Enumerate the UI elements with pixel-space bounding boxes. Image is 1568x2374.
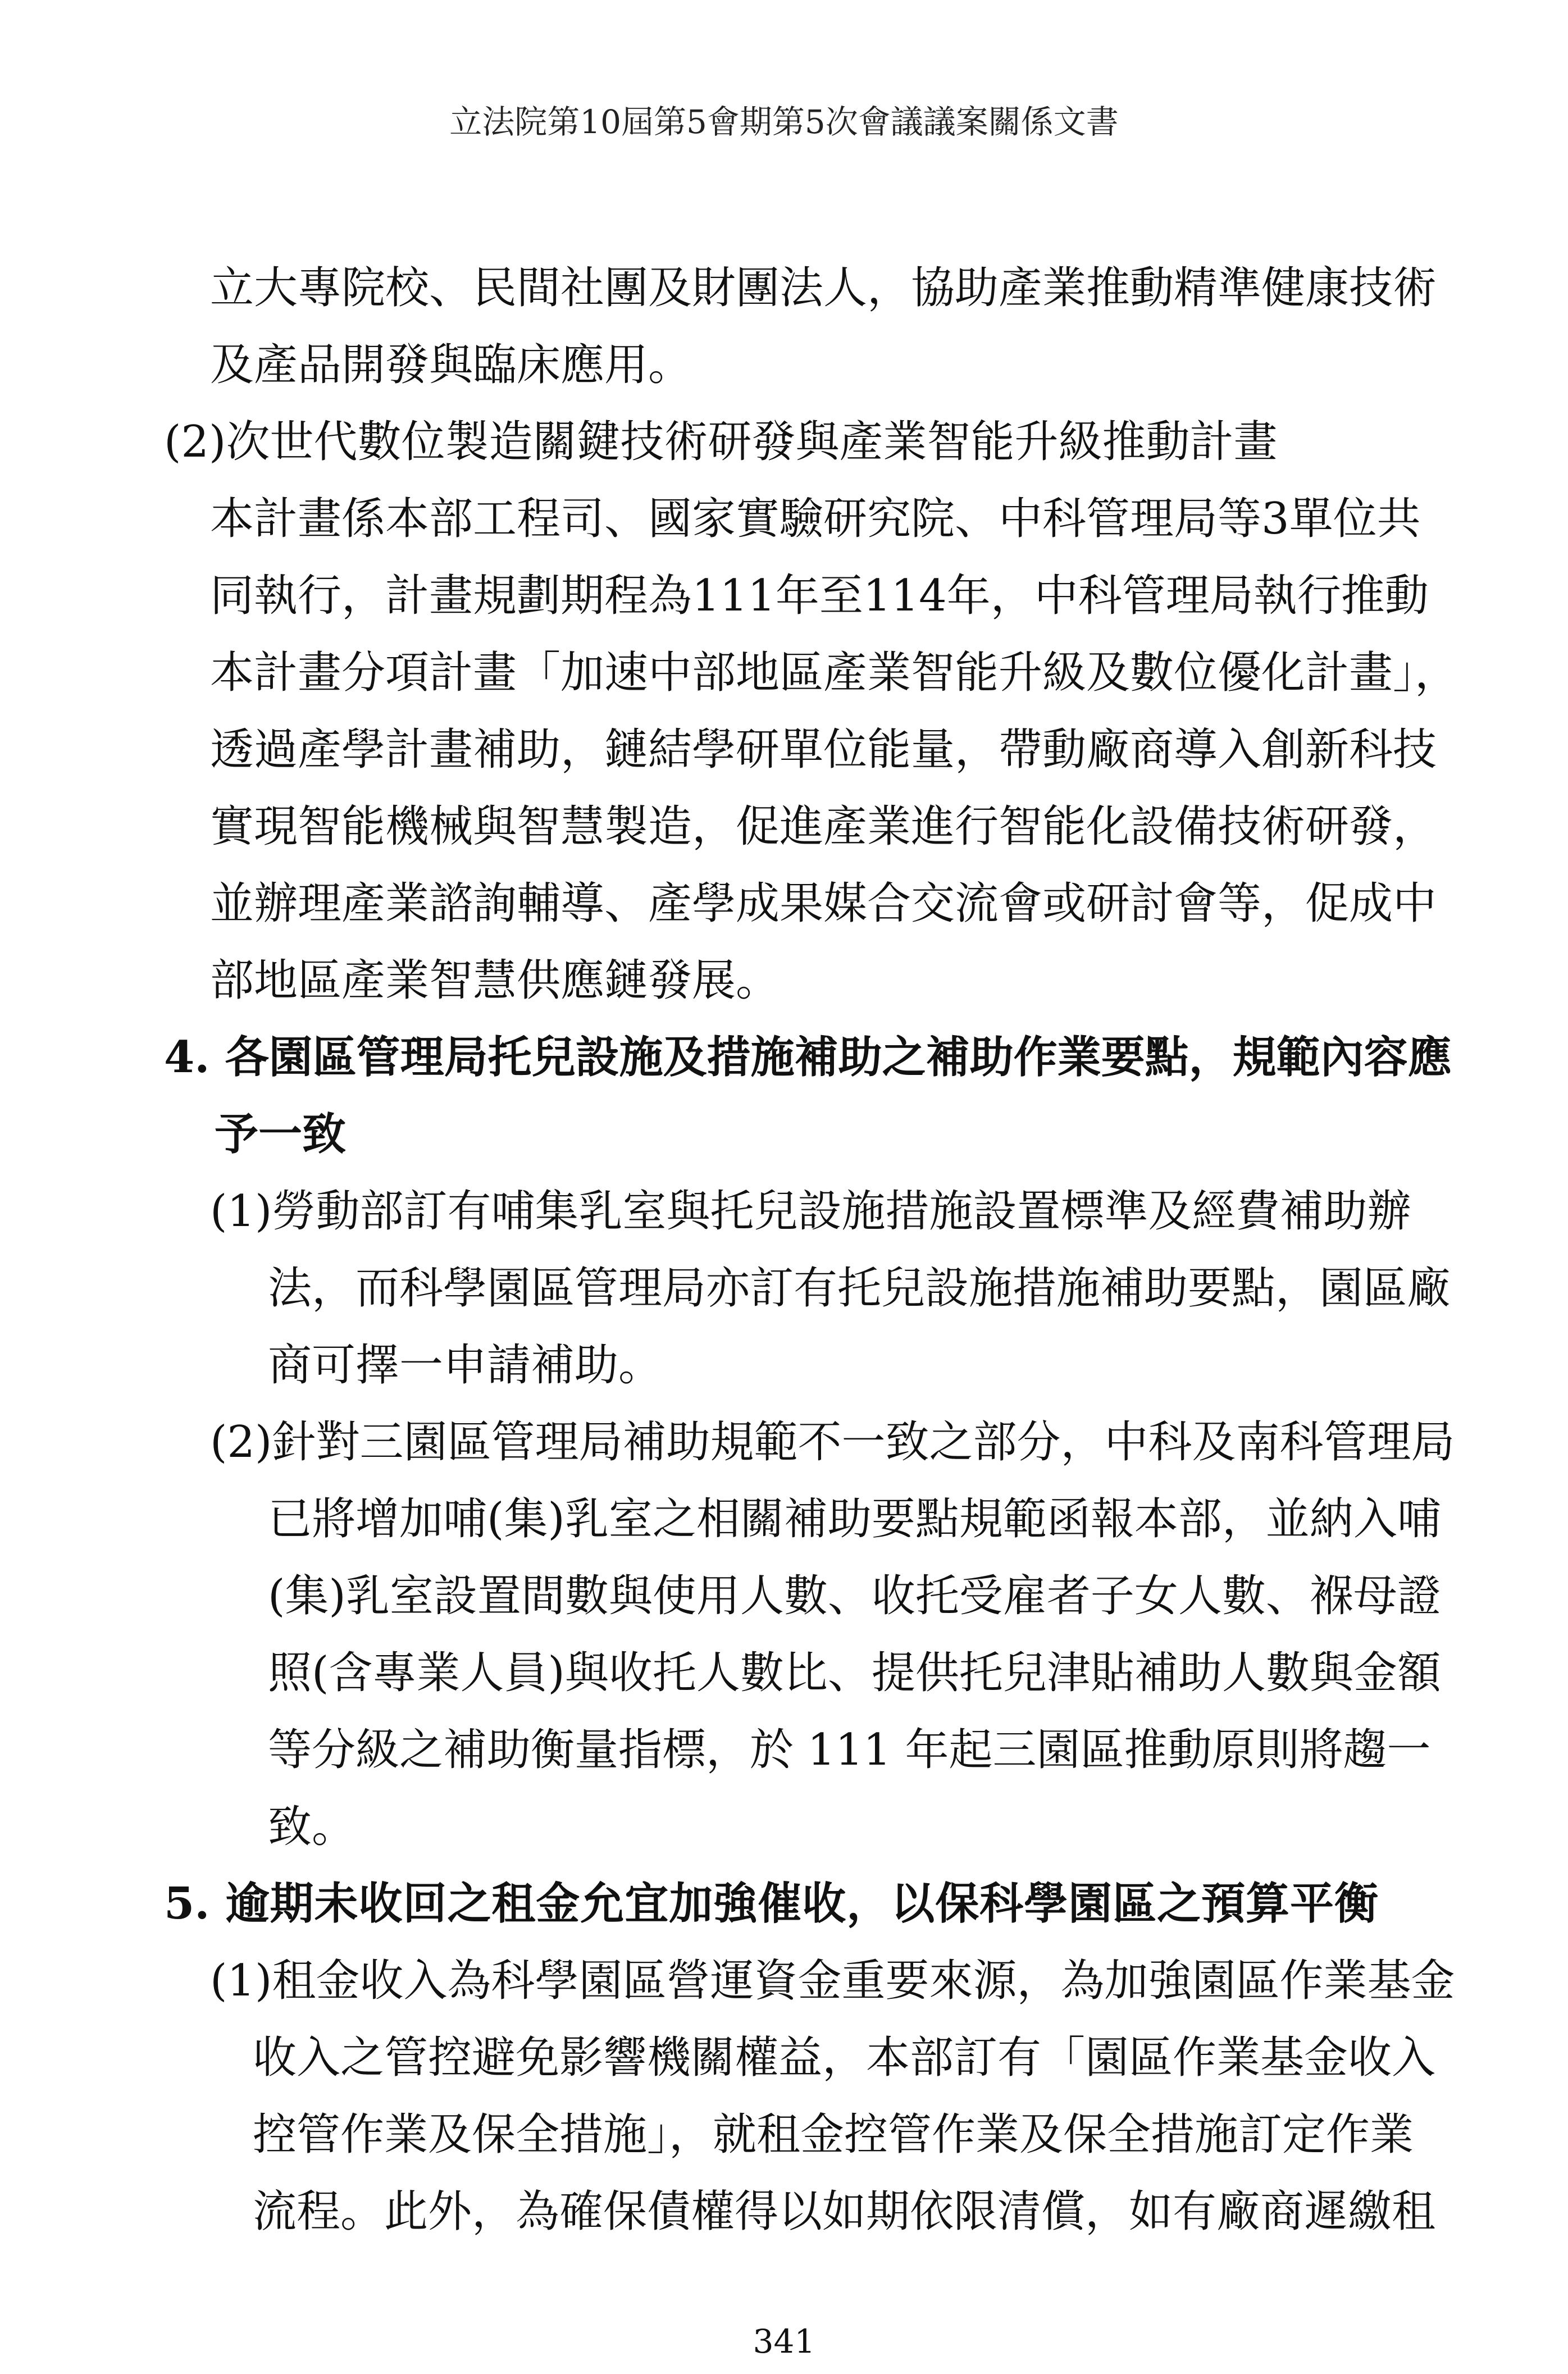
body-line: 並辦理產業諮詢輔導、產學成果媒合交流會或研討會等，促成中	[210, 878, 1437, 929]
body-line: 商可擇一申請補助。	[268, 1340, 663, 1391]
section-heading-4: 4. 各園區管理局托兒設施及措施補助之補助作業要點，規範內容應	[164, 1032, 1452, 1083]
body-line: 本計畫係本部工程司、國家實驗研究院、中科管理局等3單位共	[210, 494, 1421, 544]
body-line: 及產品開發與臨床應用。	[210, 340, 692, 390]
section-heading-5: 5. 逾期未收回之租金允宜加強催收，以保科學園區之預算平衡	[164, 1878, 1378, 1929]
body-line: (集)乳室設置間數與使用人數、收托受雇者子女人數、褓母證	[268, 1571, 1441, 1621]
subsection-heading: (2)次世代數位製造關鍵技術研發與產業智能升級推動計畫	[164, 417, 1278, 467]
body-line: 控管作業及保全措施」，就租金控管作業及保全措施訂定作業	[253, 2109, 1414, 2160]
body-line: 流程。此外，為確保債權得以如期依限清償，如有廠商遲繳租	[253, 2186, 1436, 2237]
body-line: 收入之管控避免影響機關權益，本部訂有「園區作業基金收入	[253, 2033, 1436, 2083]
body-line: 透過產學計畫補助，鏈結學研單位能量，帶動廠商導入創新科技	[210, 724, 1437, 775]
body-line: 已將增加哺(集)乳室之相關補助要點規範函報本部，並納入哺	[268, 1494, 1441, 1544]
list-item-1: (1)勞動部訂有哺集乳室與托兒設施措施設置標準及經費補助辦	[210, 1186, 1411, 1237]
list-item-2: (2)針對三園區管理局補助規範不一致之部分，中科及南科管理局	[210, 1417, 1455, 1468]
body-line: 同執行，計畫規劃期程為111年至114年，中科管理局執行推動	[210, 571, 1429, 621]
body-line: 實現智能機械與智慧製造，促進產業進行智能化設備技術研發，	[210, 801, 1437, 852]
running-header: 立法院第10屆第5會期第5次會議議案關係文書	[449, 103, 1119, 141]
body-line: 本計畫分項計畫「加速中部地區產業智能升級及數位優化計畫」，	[210, 648, 1459, 698]
body-line: 等分級之補助衡量指標，於 111 年起三園區推動原則將趨一	[268, 1725, 1431, 1775]
body-line: 照(含專業人員)與收托人數比、提供托兒津貼補助人數與金額	[268, 1648, 1441, 1698]
page-number: 341	[753, 2322, 815, 2361]
body-line: 法，而科學園區管理局亦訂有托兒設施措施補助要點，園區廠	[268, 1263, 1451, 1314]
section-heading-4-cont: 予一致	[215, 1109, 347, 1160]
body-line: 立大專院校、民間社團及財團法人，協助產業推動精準健康技術	[210, 263, 1437, 313]
body-line: 致。	[268, 1802, 356, 1852]
body-line: 部地區產業智慧供應鏈發展。	[210, 955, 780, 1006]
list-item-1: (1)租金收入為科學園區營運資金重要來源，為加強園區作業基金	[210, 1956, 1455, 2006]
